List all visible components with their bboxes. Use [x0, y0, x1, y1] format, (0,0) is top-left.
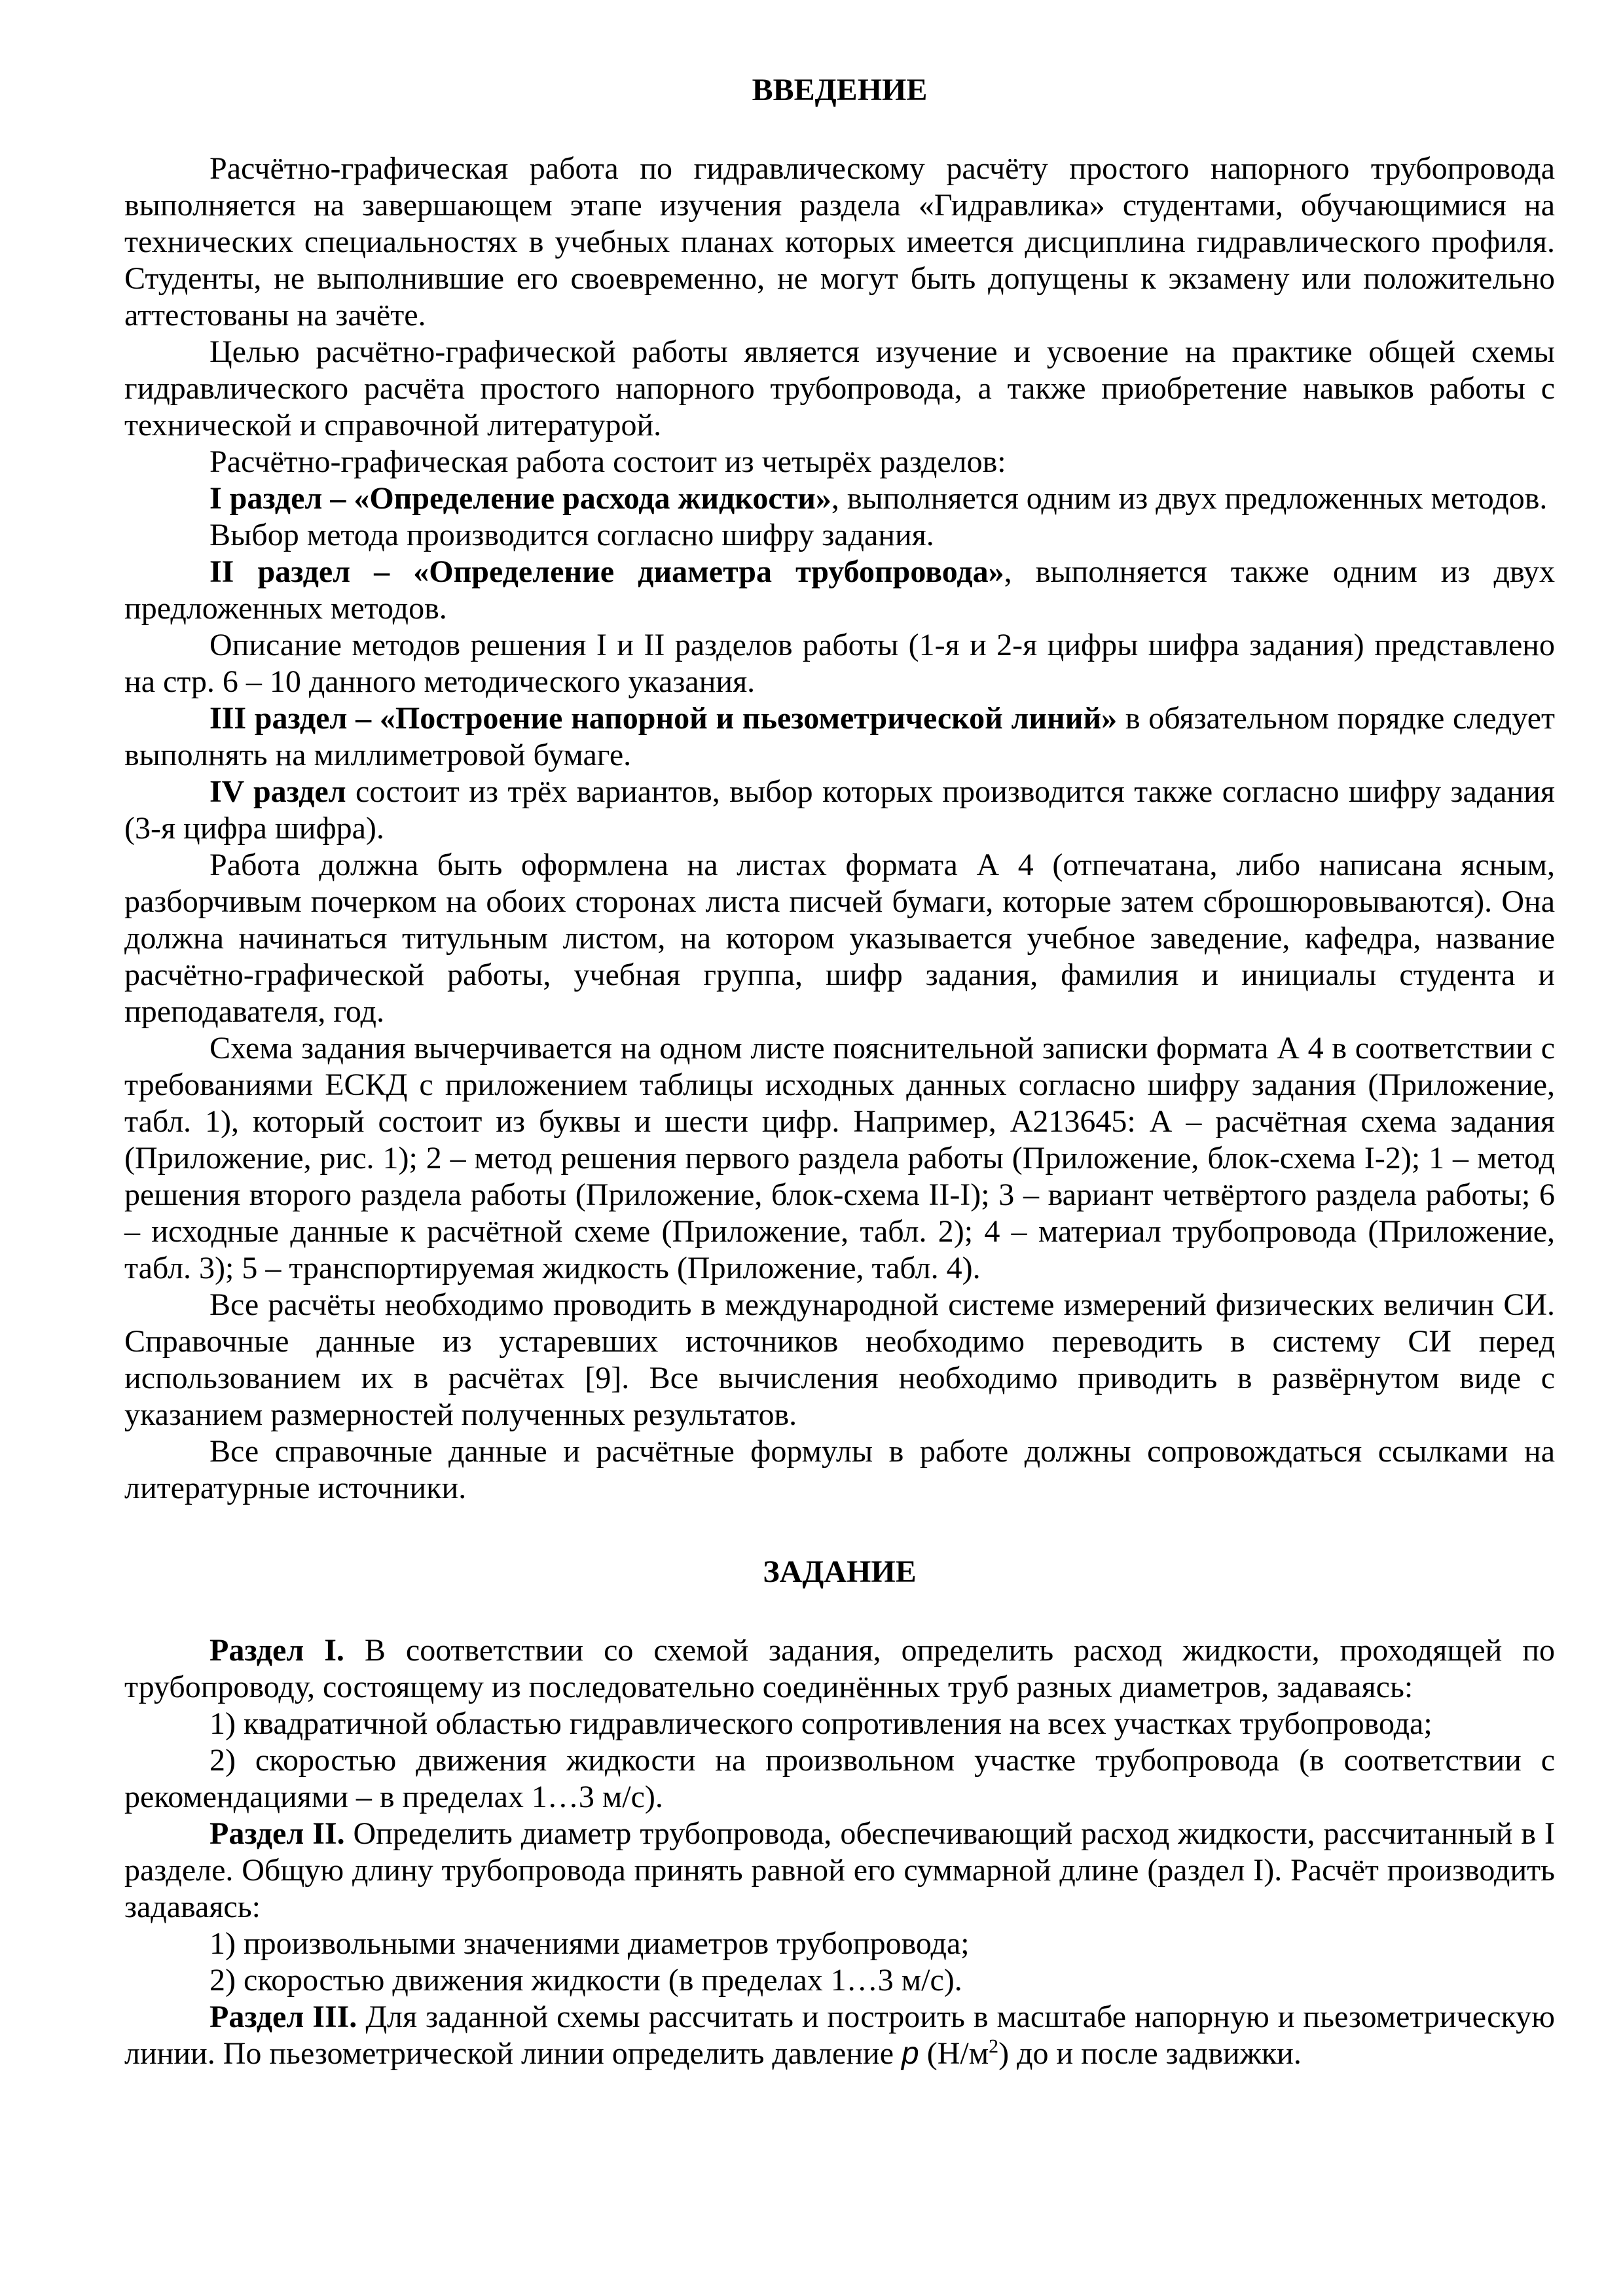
task-section-2-item-2: 2) скоростью движения жидкости (в пределах 1…3 м/с). — [210, 1963, 962, 1998]
pressure-unit-exponent: 2 — [989, 2036, 999, 2057]
intro-paragraph-3: Расчётно-графическая работа состоит из четырёх разделов: — [210, 444, 1006, 479]
format-paragraph: Работа должна быть оформлена на листах формата А 4 (отпечатана, либо написана ясным, разборчивым почерком на обоих сторонах листа писчей бумаги, которые затем сброшюровываются). Она должна начинаться титульным листом, на котором указывается учебное заведение, кафедра, название расчётно-графической работы, учебная группа, шифр задания, фамилия и инициалы студента и преподавателя, год. — [124, 848, 1555, 1029]
units-paragraph: Все расчёты необходимо проводить в международной системе измерений физических величин СИ. Справочные данные из устаревших источников необходимо переводить в систему СИ перед использованием их в расчётах [9]. Все вычисления необходимо приводить в развёрнутом виде с указанием размерностей полученных результатов. — [124, 1287, 1555, 1432]
introduction-title: ВВЕДЕНИЕ — [752, 73, 928, 107]
task-section-1-item-1: 1) квадратичной областью гидравлического сопротивления на всех участках трубопровода; — [210, 1706, 1432, 1741]
section-4-heading: IV раздел — [210, 774, 346, 809]
page-content — [124, 72, 1555, 2072]
task-section-1-text: В соответствии со схемой задания, определить расход жидкости, проходящей по трубопроводу, состоящему из последовательно соединённых труб разных диаметров, задаваясь: — [124, 1633, 1556, 1704]
task-section-2 — [124, 1816, 1555, 1926]
task-section-1 — [124, 1632, 1555, 1706]
section-4-text: состоит из трёх вариантов, выбор которых производится также согласно шифру задания (3-я цифра шифра). — [124, 774, 1555, 846]
task-section-3-text: Для заданной схемы рассчитать и построить в масштабе напорную и пьезометрическую линии. По пьезометрической линии определить давление — [124, 2000, 1556, 2071]
section-3-description — [124, 700, 1555, 774]
task-section-3-heading: Раздел III. — [210, 2000, 357, 2034]
pressure-unit: (Н/м — [919, 2036, 989, 2071]
task-section-3-tail: ) до и после задвижки. — [998, 2036, 1302, 2071]
methods-paragraph: Описание методов решения I и II разделов работы (1-я и 2-я цифры шифра задания) представлено на стр. 6 – 10 данного методического указания. — [124, 628, 1555, 699]
task-section-1-item-2: 2) скоростью движения жидкости на произвольном участке трубопровода (в соответствии с рекомендациями – в пределах 1…3 м/с). — [124, 1743, 1555, 1814]
section-1-description — [124, 480, 1555, 517]
pressure-variable: p — [902, 2036, 919, 2071]
section-2-description — [124, 554, 1555, 627]
scheme-paragraph: Схема задания вычерчивается на одном листе пояснительной записки формата А 4 в соответствии с требованиями ЕСКД с приложением таблицы исходных данных согласно шифру задания (Приложение, табл. 1), который состоит из буквы и шести цифр. Например, А213645: А – расчётная схема задания (Приложение, рис. 1); 2 – метод решения первого раздела работы (Приложение, блок-схема I-2); 1 – метод решения второго раздела работы (Приложение, блок-схема II-I); 3 – вариант четвёртого раздела работы; 6 – исходные данные к расчётной схеме (Приложение, табл. 2); 4 – материал трубопровода (Приложение, табл. 3); 5 – транспортируемая жидкость (Приложение, табл. 4). — [124, 1031, 1555, 1285]
section-1-note: Выбор метода производится согласно шифру задания. — [210, 518, 934, 552]
section-1-text: , выполняется одним из двух предложенных методов. — [831, 481, 1548, 516]
task-section-2-heading: Раздел II. — [210, 1816, 345, 1851]
task-section-1-heading: Раздел I. — [210, 1633, 344, 1668]
intro-paragraph-2: Целью расчётно-графической работы является изучение и усвоение на практике общей схемы гидравлического расчёта простого напорного трубопровода, а также приобретение навыков работы с технической и справочной литературой. — [124, 334, 1555, 442]
task-section-2-item-1: 1) произвольными значениями диаметров трубопровода; — [210, 1926, 970, 1961]
intro-paragraph-1: Расчётно-графическая работа по гидравлическому расчёту простого напорного трубопровода выполняется на завершающем этапе изучения раздела «Гидравлика» студентами, обучающимися на технических специальностях в учебных планах которых имеется дисциплина гидравлического профиля. Студенты, не выполнившие его своевременно, не могут быть допущены к экзамену или положительно аттестованы на зачёте. — [124, 151, 1555, 332]
task-section-2-text: Определить диаметр трубопровода, обеспечивающий расход жидкости, рассчитанный в I разделе. Общую длину трубопровода принять равной его суммарной длине (раздел I). Расчёт производить задаваясь: — [124, 1816, 1555, 1924]
section-2-text: , выполняется также одним из двух предложенных методов. — [124, 554, 1555, 626]
section-1-heading: I раздел – «Определение расхода жидкости» — [210, 481, 831, 516]
task-title: ЗАДАНИЕ — [763, 1554, 917, 1589]
references-paragraph: Все справочные данные и расчётные формулы в работе должны сопровождаться ссылками на литературные источники. — [124, 1434, 1555, 1505]
task-section-3 — [124, 1999, 1555, 2072]
section-4-description — [124, 774, 1555, 847]
section-3-heading: III раздел – «Построение напорной и пьезометрической линий» — [210, 701, 1118, 736]
section-3-text: в обязательном порядке следует выполнять на миллиметровой бумаге. — [124, 701, 1555, 772]
section-2-heading: II раздел – «Определение диаметра трубопровода» — [210, 554, 1004, 589]
